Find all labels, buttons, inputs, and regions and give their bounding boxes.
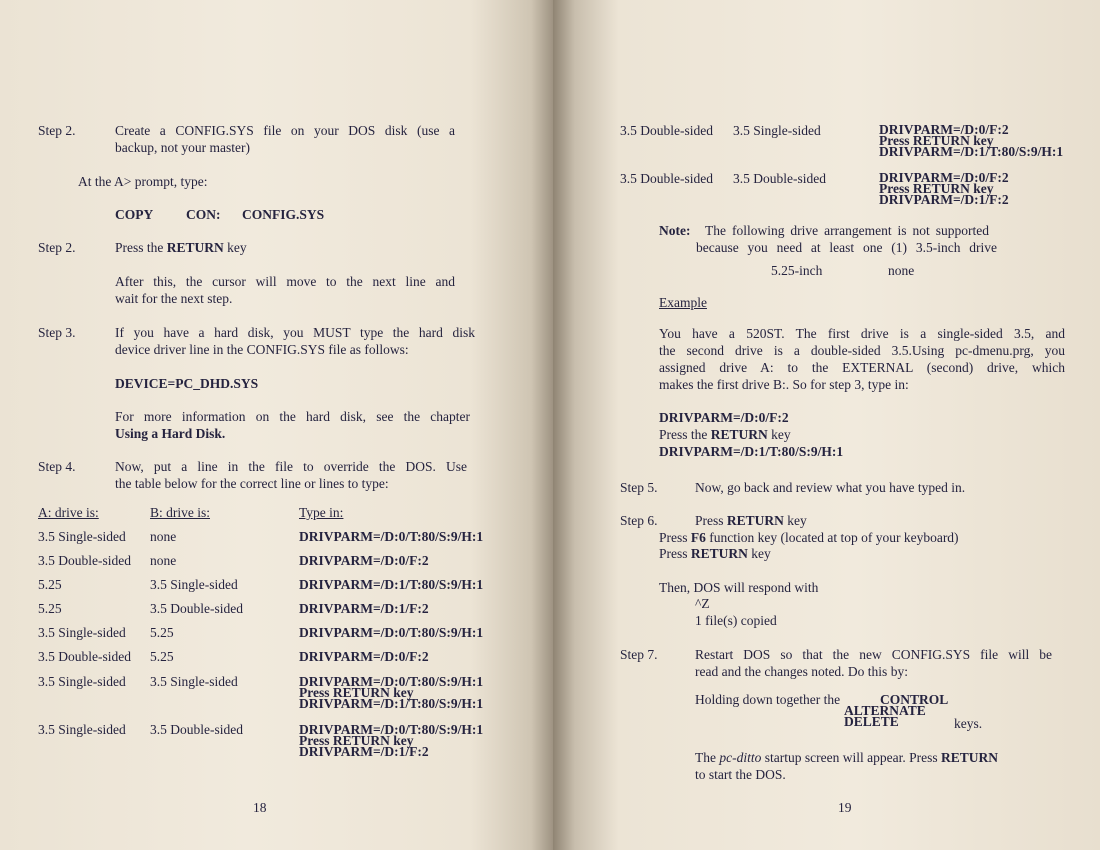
keys-suffix: keys.	[954, 716, 983, 731]
step-text: device driver line in the CONFIG.SYS file as follows:	[115, 342, 409, 357]
table-cell: 3.5 Single-sided	[150, 674, 238, 689]
example-text: the second drive is a double-sided 3.5.Using pc-dmenu.prg, you	[659, 343, 1065, 358]
step-text: After this, the cursor will move to the next line and	[115, 274, 455, 289]
table-cell: 3.5 Double-sided	[150, 722, 243, 737]
step-text: read and the changes noted. Do this by:	[695, 664, 908, 679]
table-header: Type in:	[299, 505, 344, 520]
step-text: Restart DOS so that the new CONFIG.SYS file will be	[695, 647, 1052, 662]
table-cell: 3.5 Double-sided	[620, 171, 713, 186]
table-cell: DRIVPARM=/D:0/T:80/S:9/H:1	[299, 722, 484, 737]
startup-text: The pc-ditto startup screen will appear. Press RETURN	[695, 750, 998, 765]
table-cell: 3.5 Single-sided	[733, 123, 821, 138]
note-label: Note:	[659, 223, 691, 238]
table-cell: DRIVPARM=/D:0/F:2	[299, 553, 429, 568]
table-cell: Press RETURN key	[299, 685, 414, 700]
table-cell: 3.5 Single-sided	[38, 674, 126, 689]
table-cell: 5.25	[150, 625, 174, 640]
table-cell: DRIVPARM=/D:0/T:80/S:9/H:1	[299, 625, 484, 640]
table-header: B: drive is:	[150, 505, 210, 520]
table-cell: 5.25	[38, 577, 62, 592]
dos-response: Then, DOS will respond with	[659, 580, 819, 595]
note-text: because you need at least one (1) 3.5-inch drive	[696, 240, 997, 255]
copy-command-word: CON:	[186, 207, 221, 222]
copy-command-word: COPY	[115, 207, 154, 222]
table-cell: DRIVPARM=/D:1/T:80/S:9/H:1	[299, 577, 484, 592]
step-text: Create a CONFIG.SYS file on your DOS disk (use a	[115, 123, 455, 138]
step-text: the table below for the correct line or lines to type:	[115, 476, 389, 491]
step-text: Press F6 function key (located at top of your keyboard)	[659, 530, 959, 545]
step-label: Step 6.	[620, 513, 658, 528]
table-cell: 3.5 Single-sided	[38, 529, 126, 544]
table-cell: DRIVPARM=/D:1/T:80/S:9/H:1	[879, 144, 1064, 159]
note-text: The following drive arrangement is not supported	[705, 223, 989, 238]
table-cell: none	[150, 529, 177, 544]
table-cell: 5.25	[38, 601, 62, 616]
step-text: Press RETURN key	[695, 513, 807, 528]
table-cell: Press RETURN key	[299, 733, 414, 748]
step-text: Now, put a line in the file to override the DOS. Use	[115, 459, 467, 474]
example-command: DRIVPARM=/D:0/F:2	[659, 410, 789, 425]
table-cell: 3.5 Double-sided	[38, 553, 131, 568]
table-cell: 5.25	[150, 649, 174, 664]
table-cell: Press RETURN key	[879, 133, 994, 148]
step-text: Press RETURN key	[659, 546, 771, 561]
table-cell: DRIVPARM=/D:0/F:2	[879, 170, 1009, 185]
table-cell: DRIVPARM=/D:0/F:2	[299, 649, 429, 664]
key-name: DELETE	[844, 714, 899, 729]
table-cell: 3.5 Double-sided	[733, 171, 826, 186]
table-cell: 3.5 Single-sided	[38, 625, 126, 640]
prompt-intro: At the A> prompt, type:	[78, 174, 208, 189]
step-text: For more information on the hard disk, see the chapter	[115, 409, 470, 424]
example-text: assigned drive A: to the EXTERNAL (second) drive, which	[659, 360, 1065, 375]
example-text: makes the first drive B:. So for step 3, type in:	[659, 377, 909, 392]
step-label: Step 3.	[38, 325, 76, 340]
copy-command-word: CONFIG.SYS	[242, 207, 325, 222]
step-text: wait for the next step.	[115, 291, 233, 306]
page-number: 18	[253, 800, 267, 815]
table-cell: Press RETURN key	[879, 181, 994, 196]
table-cell: DRIVPARM=/D:1/F:2	[299, 744, 429, 759]
table-cell: 3.5 Single-sided	[150, 577, 238, 592]
table-cell: 3.5 Double-sided	[150, 601, 243, 616]
step-text: If you have a hard disk, you MUST type the hard disk	[115, 325, 475, 340]
step-text: Press the RETURN key	[115, 240, 247, 255]
step-label: Step 2.	[38, 240, 76, 255]
table-cell: 3.5 Double-sided	[620, 123, 713, 138]
step-label: Step 7.	[620, 647, 658, 662]
table-cell: DRIVPARM=/D:0/F:2	[879, 122, 1009, 137]
step-label: Step 5.	[620, 480, 658, 495]
startup-text: to start the DOS.	[695, 767, 786, 782]
dos-response: ^Z	[695, 596, 710, 611]
table-header: A: drive is:	[38, 505, 99, 520]
example-command: Press the RETURN key	[659, 427, 791, 442]
table-cell: 3.5 Single-sided	[38, 722, 126, 737]
table-cell: DRIVPARM=/D:0/T:80/S:9/H:1	[299, 674, 484, 689]
step-text: backup, not your master)	[115, 140, 250, 155]
table-cell: DRIVPARM=/D:1/F:2	[879, 192, 1009, 207]
hold-instruction: Holding down together the	[695, 692, 841, 707]
step-text: Now, go back and review what you have typed in.	[695, 480, 966, 495]
table-cell: DRIVPARM=/D:1/T:80/S:9/H:1	[299, 696, 484, 711]
right-page	[553, 0, 1100, 850]
device-line: DEVICE=PC_DHD.SYS	[115, 376, 259, 391]
example-text: You have a 520ST. The first drive is a single-sided 3.5, and	[659, 326, 1065, 341]
example-command: DRIVPARM=/D:1/T:80/S:9/H:1	[659, 444, 844, 459]
key-name: CONTROL	[880, 692, 949, 707]
dos-response: 1 file(s) copied	[695, 613, 777, 628]
table-cell: none	[150, 553, 177, 568]
example-heading: Example	[659, 295, 707, 310]
table-cell: DRIVPARM=/D:1/F:2	[299, 601, 429, 616]
note-drive-a: 5.25-inch	[771, 263, 823, 278]
page-number: 19	[838, 800, 852, 815]
table-cell: 3.5 Double-sided	[38, 649, 131, 664]
table-cell: DRIVPARM=/D:0/T:80/S:9/H:1	[299, 529, 484, 544]
chapter-reference: Using a Hard Disk.	[115, 426, 226, 441]
key-name: ALTERNATE	[844, 703, 926, 718]
step-label: Step 2.	[38, 123, 76, 138]
note-drive-b: none	[888, 263, 915, 278]
step-label: Step 4.	[38, 459, 76, 474]
